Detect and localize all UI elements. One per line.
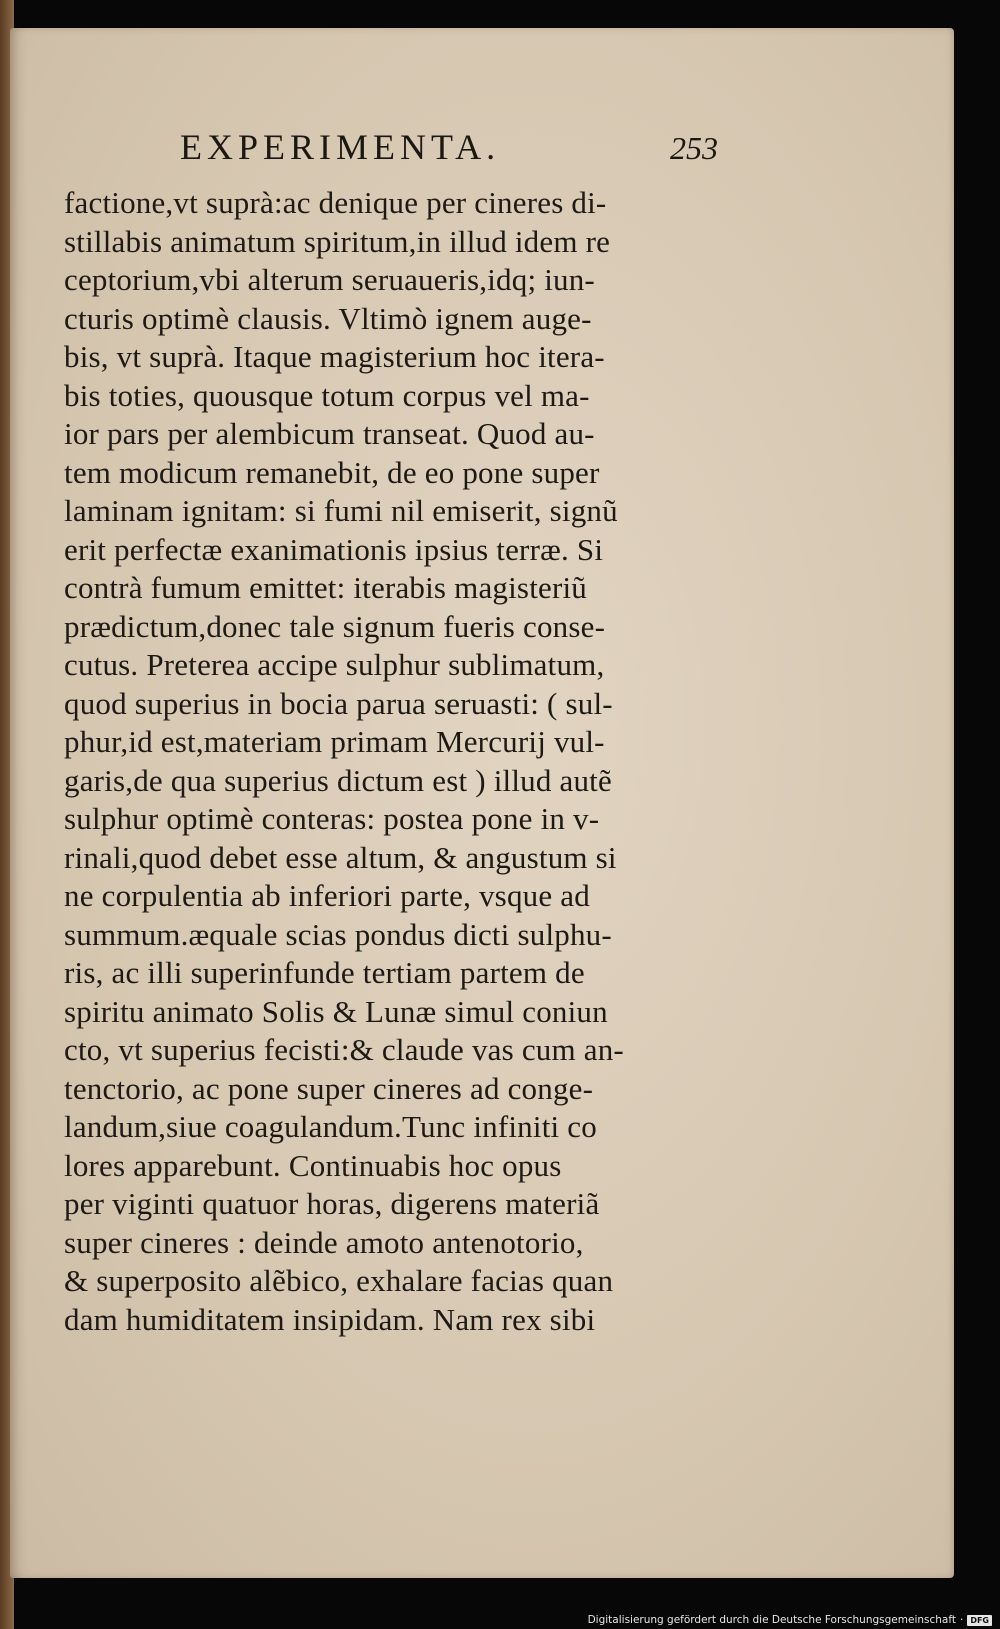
text-line: bis toties, quousque totum corpus vel ma- (64, 377, 590, 413)
text-line: per viginti quatuor horas, digerens materiã (64, 1186, 600, 1221)
body-text (64, 184, 724, 1339)
text-line: quod superius in bocia parua seruasti: ( sul- (64, 685, 613, 721)
text-line: ceptorium,vbi alterum seruaueris,idq; iun- (64, 262, 595, 297)
text-line: dam humiditatem insipidam. Nam rex sibi (64, 1301, 596, 1337)
text-line: rinali,quod debet esse altum, & angustum si (64, 839, 617, 875)
credit-text: Digitalisierung gefördert durch die Deutsche Forschungsgemeinschaft (587, 1614, 956, 1626)
text-line: erit perfectæ exanimationis ipsius terræ. Si (64, 531, 604, 567)
text-line: ris, ac illi superinfunde tertiam partem de (64, 955, 585, 990)
text-line: ior pars per alembicum transeat. Quod au- (64, 416, 595, 451)
text-line: lores apparebunt. Continuabis hoc opus (64, 1147, 562, 1183)
text-line: tenctorio, ac pone super cineres ad conge- (64, 1070, 594, 1106)
page-number: 253 (670, 130, 718, 166)
text-line: contrà fumum emittet: iterabis magisteriũ (64, 570, 587, 605)
text-line: ne corpulentia ab inferiori parte, vsque ad (64, 878, 590, 913)
text-line: factione,vt suprà:ac denique per cineres di- (64, 185, 607, 220)
book-page (10, 28, 954, 1578)
dfg-logo-icon: DFG (967, 1615, 992, 1626)
text-line: & superposito alẽbico, exhalare facias quan (64, 1263, 614, 1298)
text-line: prædictum,donec tale signum fueris conse- (64, 608, 606, 644)
running-head: EXPERIMENTA. (180, 127, 501, 167)
text-line: laminam ignitam: si fumi nil emiserit, signũ (64, 493, 618, 528)
text-line: bis, vt suprà. Itaque magisterium hoc itera- (64, 339, 605, 374)
digitization-credit: Digitalisierung gefördert durch die Deutsche Forschungsgemeinschaft · DFG (588, 1614, 992, 1626)
text-line: super cineres : deinde amoto antenotorio, (64, 1224, 584, 1260)
text-line: landum,siue coagulandum.Tunc infiniti co (64, 1109, 597, 1144)
text-line: cutus. Preterea accipe sulphur sublimatum, (64, 647, 605, 682)
text-line: phur,id est,materiam primam Mercurij vul- (64, 724, 605, 759)
text-line: spiritu animato Solis & Lunæ simul coniun (64, 993, 608, 1029)
text-line: cturis optimè clausis. Vltimò ignem auge- (64, 300, 592, 336)
text-line: stillabis animatum spiritum,in illud idem re (64, 223, 611, 259)
text-line: sulphur optimè conteras: postea pone in v- (64, 801, 600, 836)
text-line: summum.æquale scias pondus dicti sulphu- (64, 916, 612, 952)
text-line: cto, vt superius fecisti:& claude vas cum an- (64, 1032, 624, 1067)
text-line: tem modicum remanebit, de eo pone super (64, 454, 600, 490)
text-line: garis,de qua superius dictum est ) illud autẽ (64, 762, 612, 798)
